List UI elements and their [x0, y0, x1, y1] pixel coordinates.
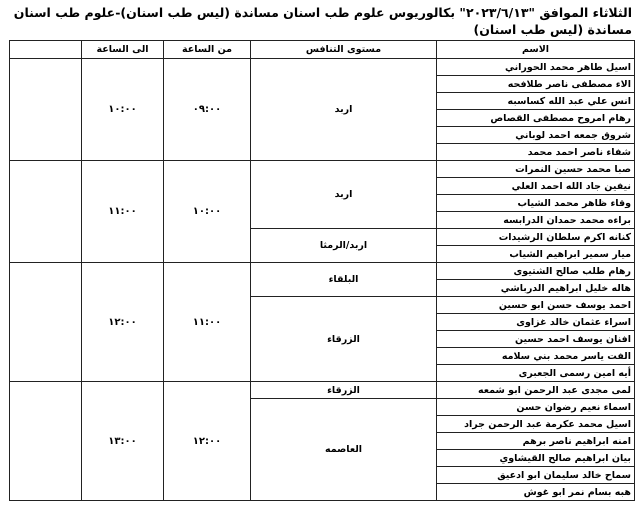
- student-name: لمى مجدى عبد الرحمن ابو شمعه: [437, 382, 635, 399]
- time-from: ١٢:٠٠: [164, 382, 251, 501]
- student-name: افنان يوسف احمد حسين: [437, 331, 635, 348]
- empty-cell: [10, 161, 82, 263]
- student-name: براءه محمد حمدان الدرابسه: [437, 212, 635, 229]
- empty-cell: [10, 59, 82, 161]
- student-name: رهام امروح مصطفى القصاص: [437, 110, 635, 127]
- student-name: كنانه اكرم سلطان الرشيدات: [437, 229, 635, 246]
- competition-level: اربد: [251, 59, 437, 161]
- student-name: رهام طلب صالح الشتيوى: [437, 263, 635, 280]
- student-name: الاء مصطفى ناصر طلافحه: [437, 76, 635, 93]
- empty-cell: [10, 382, 82, 501]
- document-title: [6, 4, 632, 40]
- header-level: مستوى التنافس: [251, 41, 437, 59]
- table-row: [10, 263, 635, 280]
- table-row: [10, 382, 635, 399]
- student-name: شروق جمعه احمد لوباني: [437, 127, 635, 144]
- competition-level: الزرقاء: [251, 382, 437, 399]
- time-to: ١١:٠٠: [82, 161, 164, 263]
- student-name: احمد يوسف حسن ابو حسين: [437, 297, 635, 314]
- student-name: صبا محمد حسين النمرات: [437, 161, 635, 178]
- student-name: اسماء نعيم رضوان حسن: [437, 399, 635, 416]
- header-from: من الساعة: [164, 41, 251, 59]
- time-to: ١٢:٠٠: [82, 263, 164, 382]
- student-name: انس علي عبد الله كساسبه: [437, 93, 635, 110]
- empty-cell: [10, 263, 82, 382]
- time-from: ١٠:٠٠: [164, 161, 251, 263]
- header-empty: [10, 41, 82, 59]
- student-name: امنه ابراهيم ناصر برهم: [437, 433, 635, 450]
- schedule-body: [10, 59, 635, 501]
- student-name: أيه امين رسمى الجعبرى: [437, 365, 635, 382]
- title-line-1: الثلاثاء الموافق "٢٠٢٣/٦/١٣" بكالوريوس علوم طب اسنان مساندة (ليس طب اسنان)-علوم طب اسنان: [13, 5, 632, 20]
- student-name: اسيل طاهر محمد الحوراني: [437, 59, 635, 76]
- student-name: وقاء ظاهر محمد الشياب: [437, 195, 635, 212]
- time-to: ١٣:٠٠: [82, 382, 164, 501]
- time-to: ١٠:٠٠: [82, 59, 164, 161]
- student-name: هبه بسام نمر ابو غوش: [437, 484, 635, 501]
- student-name: ميار سمير ابراهيم الشياب: [437, 246, 635, 263]
- header-to: الى الساعة: [82, 41, 164, 59]
- time-from: ٠٩:٠٠: [164, 59, 251, 161]
- student-name: شفاء ناصر احمد محمد: [437, 144, 635, 161]
- competition-level: اربد/الرمثا: [251, 229, 437, 263]
- student-name: الفت ياسر محمد بني سلامه: [437, 348, 635, 365]
- student-name: بيان ابراهيم صالح القيشاوي: [437, 450, 635, 467]
- title-line-2: مساندة (ليس طب اسنان): [473, 22, 632, 37]
- student-name: اسراء عثمان خالد غزاوى: [437, 314, 635, 331]
- student-name: سماح خالد سليمان ابو ادعيق: [437, 467, 635, 484]
- competition-level: البلقاء: [251, 263, 437, 297]
- competition-level: العاصمه: [251, 399, 437, 501]
- table-row: [10, 161, 635, 178]
- student-name: نيفين جاد الله احمد العلي: [437, 178, 635, 195]
- student-name: هاله خليل ابراهيم الدرباشي: [437, 280, 635, 297]
- page-cut-off: [0, 512, 640, 524]
- competition-level: اربد: [251, 161, 437, 229]
- student-name: اسيل محمد عكرمة عبد الرحمن جراد: [437, 416, 635, 433]
- schedule-table: [9, 40, 635, 501]
- table-row: [10, 59, 635, 76]
- header-row: [10, 41, 635, 59]
- competition-level: الزرقاء: [251, 297, 437, 382]
- header-name: الاسم: [437, 41, 635, 59]
- time-from: ١١:٠٠: [164, 263, 251, 382]
